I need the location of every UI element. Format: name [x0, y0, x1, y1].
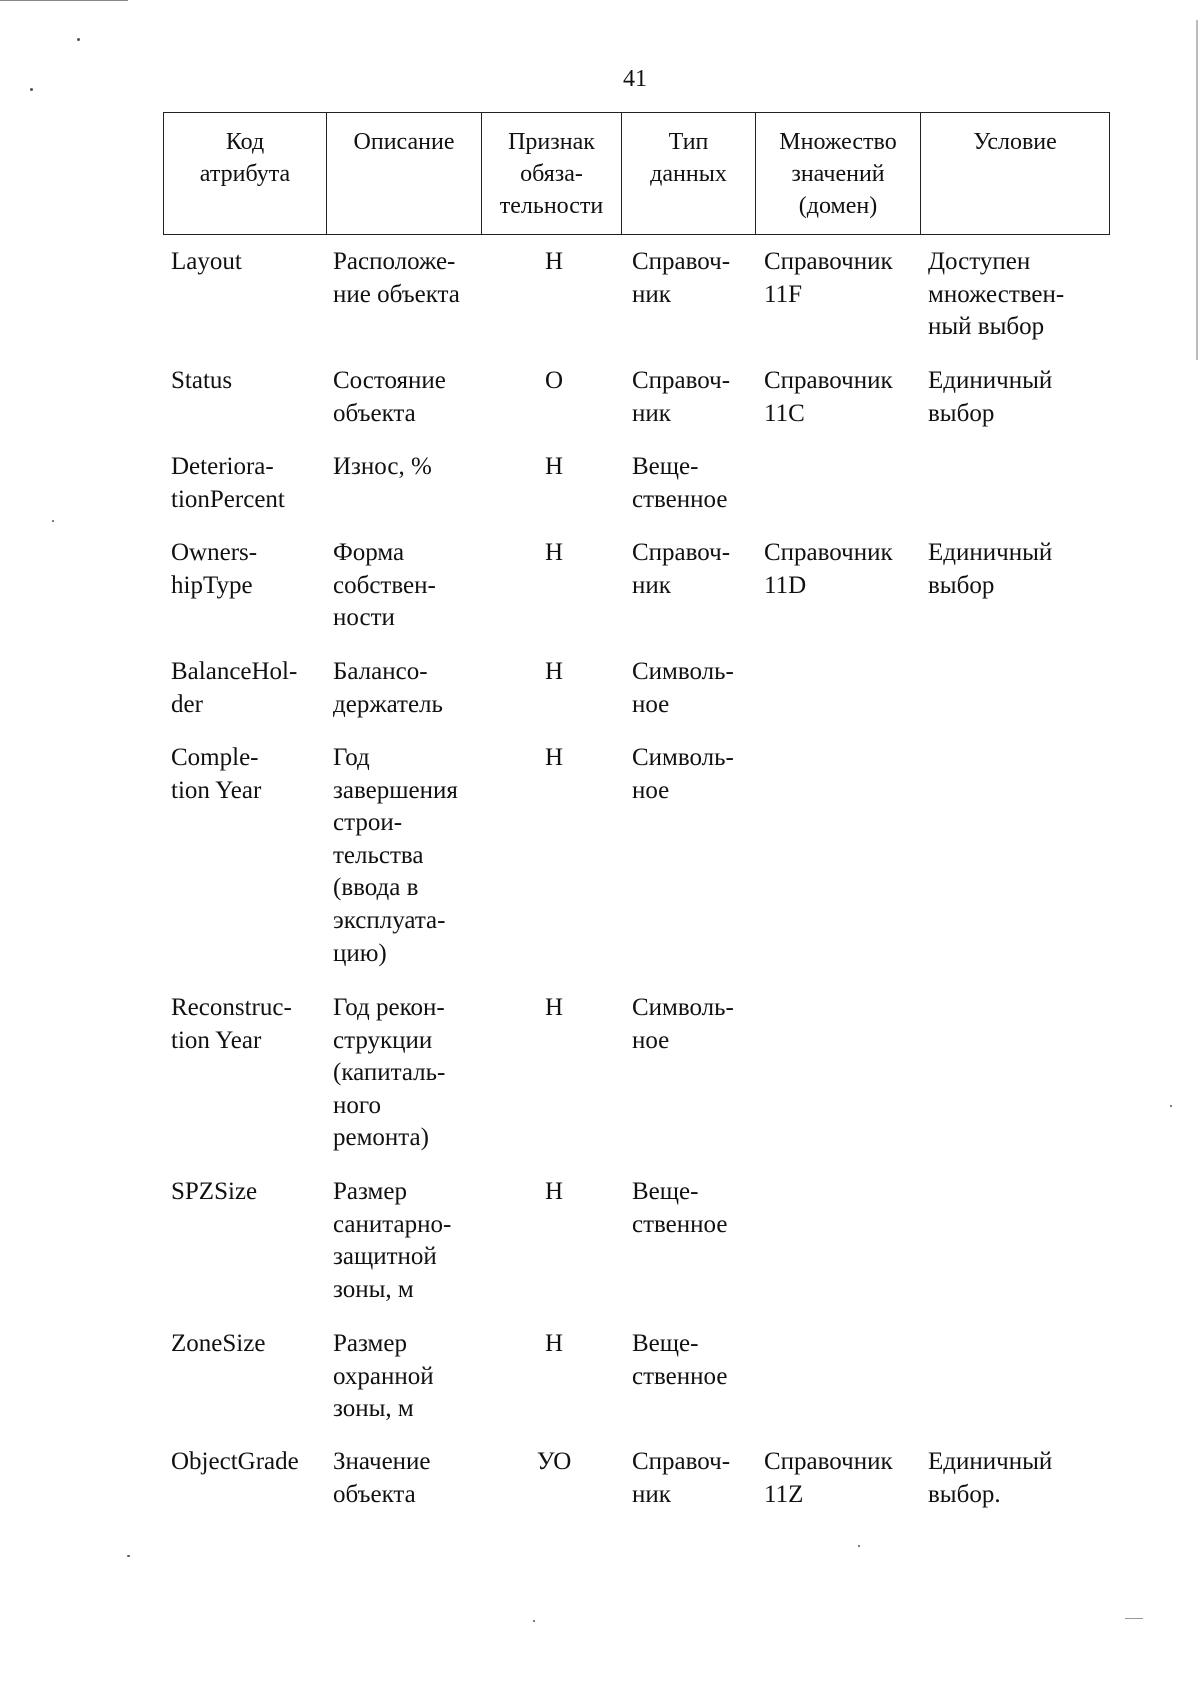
- cell-code: SPZSize: [171, 1178, 258, 1205]
- scan-speck: [52, 520, 54, 522]
- cell-required: Н: [544, 248, 564, 275]
- cell-code: ZoneSize: [171, 1330, 266, 1357]
- cell-code: ObjectGrade: [171, 1448, 299, 1475]
- cell-description: Форма собствен- ности: [333, 539, 436, 632]
- cell-required: О: [544, 367, 564, 394]
- column-header-domain: Множество значений (домен): [756, 113, 921, 235]
- cell-type: Веще- ственное: [632, 1178, 728, 1238]
- cell-type: Справоч- ник: [632, 539, 731, 599]
- cell-required: Н: [544, 453, 564, 480]
- cell-code: Status: [171, 367, 233, 394]
- column-header-code: Код атрибута: [164, 113, 327, 235]
- column-header-condition: Условие: [921, 113, 1110, 235]
- scan-speck: [1170, 1105, 1172, 1107]
- cell-required: Н: [544, 1330, 564, 1357]
- cell-description: Износ, %: [333, 453, 432, 480]
- cell-description: Год рекон- струкции (капиталь- ного ремонта): [333, 994, 446, 1152]
- page-number: 41: [623, 66, 647, 92]
- column-header-description: Описание: [327, 113, 482, 235]
- cell-condition: Единичный выбор.: [928, 1448, 1053, 1508]
- scan-speck: [1125, 1618, 1143, 1619]
- scan-speck: [533, 1620, 535, 1622]
- cell-domain: Справочник 11Z: [764, 1448, 893, 1508]
- cell-type: Символь- ное: [632, 744, 734, 804]
- cell-required: УО: [536, 1448, 572, 1475]
- cell-domain: Справочник 11D: [764, 539, 893, 599]
- cell-code: Comple- tion Year: [171, 744, 262, 804]
- cell-required: Н: [544, 1178, 564, 1205]
- cell-required: Н: [544, 539, 564, 566]
- cell-description: Расположе- ние объекта: [333, 248, 460, 308]
- scan-speck: [127, 1555, 130, 1557]
- cell-code: Owners- hipType: [171, 539, 258, 599]
- cell-code: Reconstruc- tion Year: [171, 994, 292, 1054]
- cell-condition: Доступен множествен- ный выбор: [928, 248, 1065, 341]
- cell-condition: Единичный выбор: [928, 367, 1053, 427]
- cell-description: Состояние объекта: [333, 367, 446, 427]
- cell-code: BalanceHol- der: [171, 658, 298, 718]
- cell-type: Символь- ное: [632, 994, 734, 1054]
- cell-description: Значение объекта: [333, 1448, 431, 1508]
- cell-condition: Единичный выбор: [928, 539, 1053, 599]
- column-header-type: Тип данных: [622, 113, 756, 235]
- cell-type: Справоч- ник: [632, 248, 731, 308]
- cell-required: Н: [544, 658, 564, 685]
- cell-domain: Справочник 11С: [764, 367, 893, 427]
- cell-required: Н: [544, 994, 564, 1021]
- cell-type: Веще- ственное: [632, 453, 728, 513]
- cell-description: Балансо- держатель: [333, 658, 443, 718]
- cell-type: Справоч- ник: [632, 367, 731, 427]
- cell-description: Год завершения строи- тельства (ввода в эксплуата- цию): [333, 744, 458, 967]
- cell-description: Размер охранной зоны, м: [333, 1330, 434, 1423]
- cell-required: Н: [544, 744, 564, 771]
- scan-speck: [77, 38, 80, 41]
- scan-speck: [858, 1545, 860, 1547]
- cell-type: Символь- ное: [632, 658, 734, 718]
- cell-type: Веще- ственное: [632, 1330, 728, 1390]
- cell-type: Справоч- ник: [632, 1448, 731, 1508]
- cell-description: Размер санитарно- защитной зоны, м: [333, 1178, 452, 1303]
- cell-code: Deteriora- tionPercent: [171, 453, 285, 513]
- cell-code: Layout: [171, 248, 242, 275]
- column-header-required: Признак обяза- тельности: [482, 113, 622, 235]
- cell-domain: Справочник 11F: [764, 248, 893, 308]
- scan-speck: [30, 88, 33, 91]
